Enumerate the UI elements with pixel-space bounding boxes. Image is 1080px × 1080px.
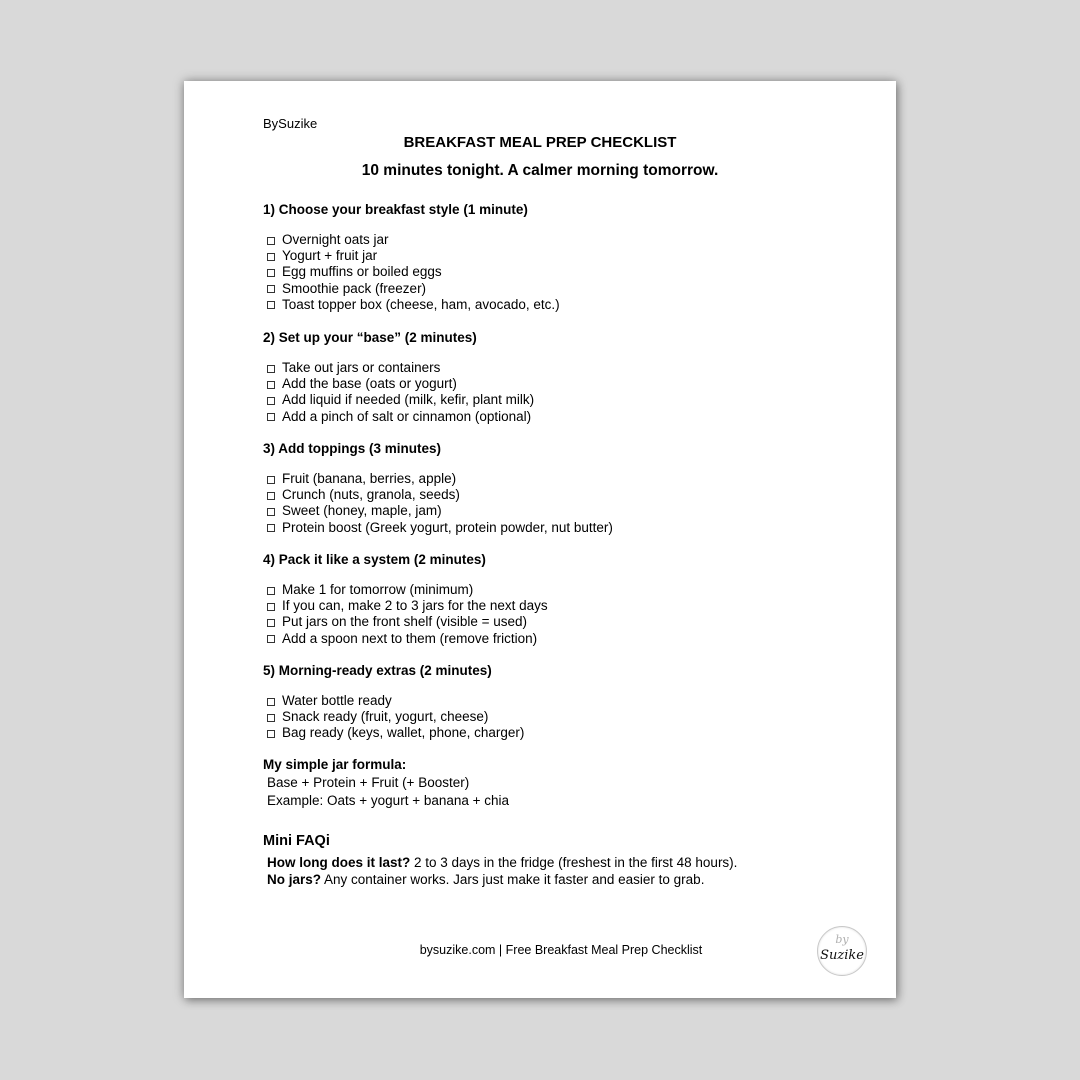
formula-example: Example: Oats + yogurt + banana + chia [267,793,510,808]
checklist-item[interactable] [267,360,534,376]
item-label: If you can, make 2 to 3 jars for the next days [282,598,548,614]
checklist-item[interactable] [267,264,560,280]
checklist-item[interactable] [267,709,524,725]
section-heading-4: 4) Pack it like a system (2 minutes) [263,552,486,567]
checkbox-icon[interactable] [267,381,275,389]
item-label: Add a pinch of salt or cinnamon (optional) [282,408,532,424]
checklist-item[interactable] [267,248,560,264]
item-label: Overnight oats jar [282,232,389,247]
item-label: Protein boost (Greek yogurt, protein powder, nut butter) [282,519,613,535]
brand-label: BySuzike [263,116,318,131]
item-label: Make 1 for tomorrow (minimum) [282,582,474,597]
item-label: Add liquid if needed (milk, kefir, plant milk) [282,392,535,408]
checklist-item[interactable] [267,487,613,503]
checklist-item[interactable] [267,598,548,614]
section-heading-3: 3) Add toppings (3 minutes) [263,441,441,456]
checkbox-icon[interactable] [267,269,275,277]
checkbox-icon[interactable] [267,365,275,373]
item-label: Egg muffins or boiled eggs [282,264,442,280]
checkbox-icon[interactable] [267,397,275,405]
section-list-5 [267,693,524,742]
checkbox-icon[interactable] [267,285,275,293]
checklist-item[interactable] [267,725,524,741]
item-label: Smoothie pack (freezer) [282,280,427,296]
item-label: Snack ready (fruit, yogurt, cheese) [282,709,489,725]
checkbox-icon[interactable] [267,524,275,532]
checkbox-icon[interactable] [267,587,275,595]
section-heading-5: 5) Morning-ready extras (2 minutes) [263,663,492,678]
checkbox-icon[interactable] [267,237,275,245]
checkbox-icon[interactable] [267,603,275,611]
checkbox-icon[interactable] [267,301,275,309]
checklist-item[interactable] [267,503,613,519]
faq-question: How long does it last? [267,855,411,870]
item-label: Add a spoon next to them (remove friction) [282,630,538,646]
item-label: Yogurt + fruit jar [282,248,378,264]
faq-answer: 2 to 3 days in the fridge (freshest in the first 48 hours). [410,855,738,870]
item-label: Toast topper box (cheese, ham, avocado, etc.) [282,296,560,312]
brand-logo-icon [817,926,867,976]
checklist-item[interactable] [267,614,548,630]
faq-answer: Any container works. Jars just make it faster and easier to grab. [321,872,705,887]
section-list-4 [267,582,548,647]
formula-heading: My simple jar formula: [263,757,407,772]
checkbox-icon[interactable] [267,714,275,722]
page-subtitle: 10 minutes tonight. A calmer morning tomorrow. [361,162,719,179]
page-title: BREAKFAST MEAL PREP CHECKLIST [403,134,677,151]
checkbox-icon[interactable] [267,619,275,627]
section-list-2 [267,360,534,425]
faq-item [267,872,704,887]
checkbox-icon[interactable] [267,476,275,484]
checklist-item[interactable] [267,582,548,598]
section-list-1 [267,232,560,313]
checklist-item[interactable] [267,631,548,647]
checklist-item[interactable] [267,297,560,313]
item-label: Water bottle ready [282,693,392,708]
section-heading-1: 1) Choose your breakfast style (1 minute) [263,202,528,217]
faq-heading: Mini FAQi [263,833,330,849]
checklist-item[interactable] [267,376,534,392]
checklist-item[interactable] [267,693,524,709]
checklist-item[interactable] [267,232,560,248]
section-list-3 [267,471,613,536]
checklist-item[interactable] [267,281,560,297]
item-label: Fruit (banana, berries, apple) [282,471,457,486]
faq-item [267,855,737,870]
checkbox-icon[interactable] [267,492,275,500]
item-label: Crunch (nuts, granola, seeds) [282,487,460,503]
checklist-item[interactable] [267,520,613,536]
footer-text: bysuzike.com | Free Breakfast Meal Prep Checklist [419,943,703,957]
checkbox-icon[interactable] [267,253,275,261]
item-label: Bag ready (keys, wallet, phone, charger) [282,725,525,741]
checklist-page [184,81,896,998]
item-label: Sweet (honey, maple, jam) [282,503,442,519]
checkbox-icon[interactable] [267,508,275,516]
item-label: Add the base (oats or yogurt) [282,376,457,392]
item-label: Take out jars or containers [282,360,441,375]
logo-by-text: by [835,933,849,946]
checkbox-icon[interactable] [267,635,275,643]
faq-question: No jars? [267,872,322,887]
checkbox-icon[interactable] [267,698,275,706]
checklist-item[interactable] [267,392,534,408]
item-label: Put jars on the front shelf (visible = used) [282,614,527,630]
logo-name-text: Suzike [820,948,864,963]
checklist-item[interactable] [267,409,534,425]
checkbox-icon[interactable] [267,413,275,421]
section-heading-2: 2) Set up your “base” (2 minutes) [263,330,477,345]
checkbox-icon[interactable] [267,730,275,738]
formula-line: Base + Protein + Fruit (+ Booster) [267,775,470,790]
checklist-item[interactable] [267,471,613,487]
